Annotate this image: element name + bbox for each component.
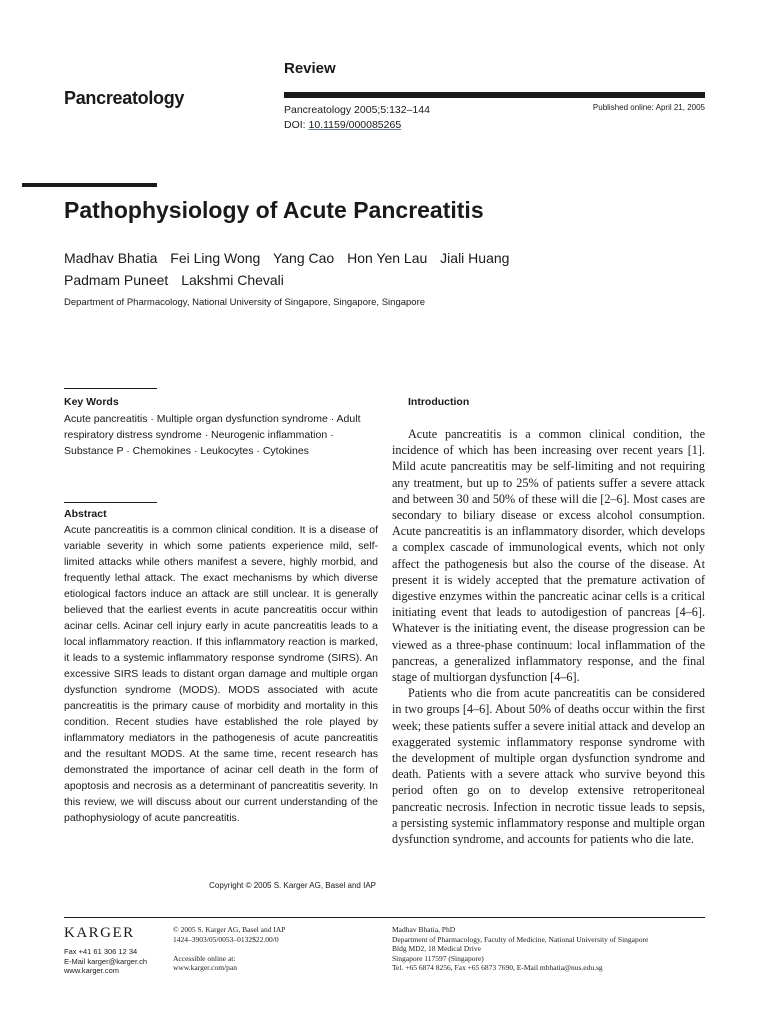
author-name: Padmam Puneet: [64, 272, 169, 288]
title-rule: [22, 183, 157, 187]
introduction-heading: Introduction: [408, 396, 470, 408]
author-name: Hon Yen Lau: [347, 250, 428, 266]
author-name: Yang Cao: [272, 250, 335, 266]
section-label: Review: [284, 60, 336, 77]
doi-line: [284, 118, 430, 133]
copyright-line: Copyright © 2005 S. Karger AG, Basel and IAP: [209, 881, 376, 890]
abstract-heading: Abstract: [64, 508, 107, 520]
introduction-paragraph: Patients who die from acute pancreatitis can be considered in two groups [4–6]. About 50% of deaths occur within the first week; these patients suffer a severe initial attack and develop an exaggerated systemic inflammatory response syndrome with the development of multiple organ dysfunction syndrome and death. Patients with a severe attack who survive beyond this period often go on to develop extensive retroperitoneal pancreatic necrosis. Infection in necrotic tissue leads to sepsis, a persisting systemic inflammatory response and multiple organ dysfunction syndrome, and accounts for patients who die late.: [392, 686, 705, 847]
author-name: Lakshmi Chevali: [181, 272, 284, 288]
publisher-logo: KARGER: [64, 925, 135, 941]
paper-title: Pathophysiology of Acute Pancreatitis: [64, 197, 484, 223]
introduction-body: [392, 426, 705, 847]
introduction-paragraph: Acute pancreatitis is a common clinical condition, the incidence of which has been increasing over recent years [1]. Mild acute pancreatitis may be self-limiting and not requiring any treatment, but up to 25% of patients suffer a severe attack and between 30 and 50% of these will die [2–6]. Most cases are secondary to biliary disease or excess alcohol consumption. Acute pancreatitis is an inflammatory disorder, which develops a complex cascade of immunological events, which not only affect the pathogenesis but also the course of the disease. At present it is widely accepted that the premature activation of digestive enzymes within the pancreatic acinar cells is a critical initiating event that leads to autodigestion of pancreas [4–6]. Whatever is the initiating event, the disease progression can be viewed as a three-phase continuum: local inflammation of the pancreas, a generalized inflammatory response, and the final stage of multiorgan dysfunction [4–6].: [392, 427, 705, 685]
author-name: Madhav Bhatia: [64, 250, 158, 266]
journal-logo: Pancreatology: [64, 88, 185, 108]
abstract-rule: [64, 502, 157, 503]
header-rule: [284, 92, 705, 98]
keywords-text: Acute pancreatitis · Multiple organ dysfunction syndrome · Adult respiratory distress syndrome · Neurogenic inflammation · Substance P · Chemokines · Leukocytes · Cytokines: [64, 413, 361, 457]
keywords-heading: Key Words: [64, 396, 119, 408]
rights-info: © 2005 S. Karger AG, Basel and IAP 1424–3903/05/0053–0132$22.00/0 Accessible online at: www.karger.com/pan: [173, 925, 286, 972]
doi-link[interactable]: 10.1159/000085265: [308, 119, 402, 131]
abstract-text: Acute pancreatitis is a common clinical condition. It is a disease of variable severity in which some patients experience mild, self-limited attacks while others manifest a severe, highly morbid, and frequently lethal attack. The exact mechanisms by which diverse etiological factors induce an attack are still unclear. It is generally believed that the earliest events in acute pancreatitis occur within acinar cells. Acinar cell injury early in acute pancreatitis leads to a local inflammatory reaction. If this inflammatory reaction is marked, it leads to a systemic inflammatory response syndrome (SIRS). An excessive SIRS leads to distant organ damage and multiple organ dysfunction syndrome (MODS). MODS associated with acute pancreatitis is the primary cause of morbidity and mortality in this condition. Recent studies have established the role played by inflammatory mediators in the pathogenesis of acute pancreatitis and the resultant MODS. At the same time, recent research has demonstrated the importance of acinar cell death in the form of apoptosis and necrosis as a determinant of pancreatitis severity. In this review, we will discuss about our current understanding of the pathophysiology of acute pancreatitis.: [64, 524, 378, 824]
citation-block: [284, 103, 430, 133]
author-name: Fei Ling Wong: [170, 250, 261, 266]
keywords-rule: [64, 388, 157, 389]
footer-rule: [64, 917, 705, 918]
author-name: Jiali Huang: [440, 250, 510, 266]
publisher-contact: Fax +41 61 306 12 34 E-Mail karger@karger.ch www.karger.com: [64, 947, 148, 975]
author-list: [64, 247, 584, 291]
published-date: Published online: April 21, 2005: [592, 103, 705, 112]
citation-line: Pancreatology 2005;5:132–144: [284, 104, 430, 116]
doi-label: DOI:: [284, 119, 309, 131]
correspondence-address: Madhav Bhatia, PhD Department of Pharmacology, Faculty of Medicine, National University of Singapore Bldg MD2, 18 Medical Drive Singapore 117597 (Singapore) Tel. +65 6874 8256, Fax +65 6873 7690, E-Mail mbhatia@nus.edu.sg: [392, 925, 649, 972]
affiliation: Department of Pharmacology, National University of Singapore, Singapore, Singapore: [64, 297, 426, 308]
